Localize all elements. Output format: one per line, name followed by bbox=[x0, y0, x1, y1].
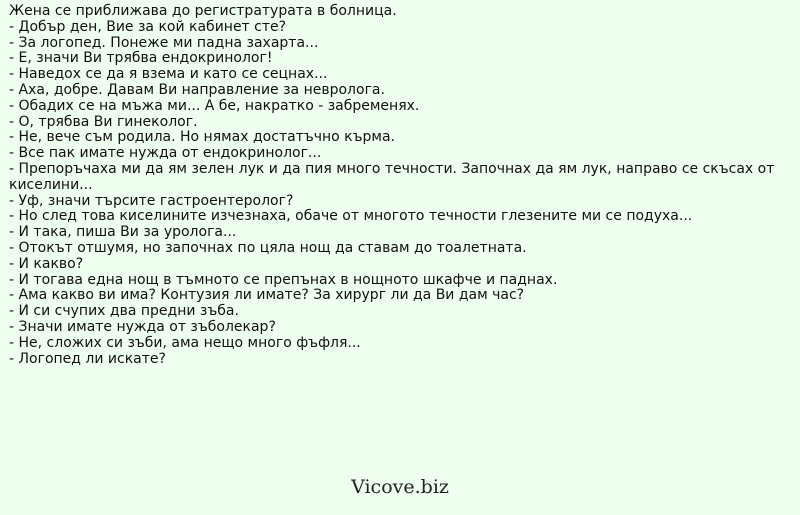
joke-line: - Препоръчаха ми да ям зелен лук и да пия много течности. Започнах да ям лук, направо се скъсах от киселини... bbox=[9, 160, 775, 193]
joke-line: - И така, пиша Ви за уролога... bbox=[9, 224, 237, 241]
joke-line: - Не, вече съм родила. Но нямах достатъчно кърма. bbox=[9, 129, 395, 146]
joke-line: - Ама какво ви има? Контузия ли имате? За хирург ли да Ви дам час? bbox=[9, 287, 525, 304]
joke-line: - Значи имате нужда от зъболекар? bbox=[9, 318, 276, 335]
joke-line: - О, трябва Ви гинеколог. bbox=[9, 113, 198, 130]
joke-text bbox=[9, 4, 789, 367]
joke-line: - Обадих се на мъжа ми... А бе, накратко - забременях. bbox=[9, 97, 420, 114]
joke-line: - Отокът отшумя, но започнах по цяла нощ да ставам до тоалетната. bbox=[9, 239, 527, 256]
joke-line: - И какво? bbox=[9, 255, 84, 272]
site-watermark: Vicove.biz bbox=[351, 476, 449, 498]
joke-line: - И тогава една нощ в тъмното се препънах в нощното шкафче и паднах. bbox=[9, 271, 558, 288]
joke-line: - Уф, значи търсите гастроентеролог? bbox=[9, 192, 294, 209]
joke-line: Жена се приближава до регистратурата в болница. bbox=[9, 3, 397, 19]
joke-line: - За логопед. Понеже ми падна захарта... bbox=[9, 34, 319, 51]
joke-line: - Е, значи Ви трябва ендокринолог! bbox=[9, 50, 273, 67]
joke-line: - Наведох се да я взема и като се сецнах... bbox=[9, 66, 328, 83]
joke-line: - Добър ден, Вие за кой кабинет сте? bbox=[9, 18, 287, 35]
joke-line: - Логопед ли искате? bbox=[9, 350, 166, 367]
joke-line: - Аха, добре. Давам Ви направление за невролога. bbox=[9, 81, 385, 98]
joke-line: - Не, сложих си зъби, ама нещо много фъфля... bbox=[9, 334, 361, 351]
joke-line: - Все пак имате нужда от ендокринолог... bbox=[9, 145, 322, 162]
joke-line: - Но след това киселините изчезнаха, обаче от многото течности глезените ми се подуха... bbox=[9, 208, 693, 225]
joke-line: - И си счупих два предни зъба. bbox=[9, 303, 239, 320]
